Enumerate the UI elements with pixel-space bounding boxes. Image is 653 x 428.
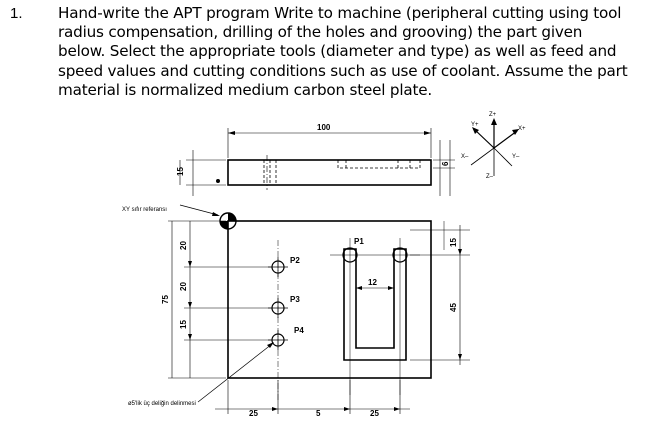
dim-slot-width-12: 12: [368, 278, 377, 287]
dim-length-100: 100: [317, 123, 331, 132]
dim-bottom-25-a: 25: [249, 409, 258, 418]
point-p1: P1: [354, 237, 364, 246]
dim-thickness-15: 15: [176, 167, 185, 176]
question-number: 1.: [10, 5, 23, 22]
axis-y-minus: Y–: [512, 154, 520, 160]
question-line: material is normalized medium carbon steel plate.: [58, 80, 433, 99]
axis-z-minus: Z–: [486, 174, 494, 180]
axis-y-plus: Y+: [471, 122, 479, 128]
dim-left-20-b: 20: [179, 282, 188, 291]
slot: [344, 249, 406, 360]
dim-bottom-25-b: 25: [370, 409, 379, 418]
dim-left-15: 15: [179, 320, 188, 329]
dim-right-15: 15: [449, 238, 458, 247]
dim-left-75: 75: [161, 295, 170, 304]
point-p2: P2: [290, 256, 300, 265]
question-line: Hand-write the APT program Write to machine (peripheral cutting using tool: [58, 4, 622, 22]
question-line: speed values and cutting conditions such as use of coolant. Assume the part: [58, 61, 628, 80]
axis-x-plus: X+: [518, 126, 526, 132]
hole-note-label: ø5'lik üç deliğin delinmesi: [128, 401, 196, 407]
question-line: below. Select the appropriate tools (diameter and type) as well as feed and: [58, 42, 617, 61]
axis-x-minus: X–: [461, 154, 469, 160]
xy-reference-label: XY sıfır referansı: [122, 207, 167, 213]
dim-bottom-5: 5: [316, 409, 321, 418]
dim-right-45: 45: [449, 303, 458, 312]
top-view: [180, 128, 455, 196]
dim-left-20-a: 20: [179, 241, 188, 250]
axis-z-plus: Z+: [489, 112, 497, 118]
point-p3: P3: [290, 295, 300, 304]
point-p4: P4: [294, 326, 304, 335]
dim-depth-6: 6: [441, 161, 450, 166]
top-view-outline: [228, 160, 431, 185]
front-view: [168, 205, 470, 414]
question-line: radius compensation, drilling of the holes and grooving) the part given: [58, 23, 583, 42]
